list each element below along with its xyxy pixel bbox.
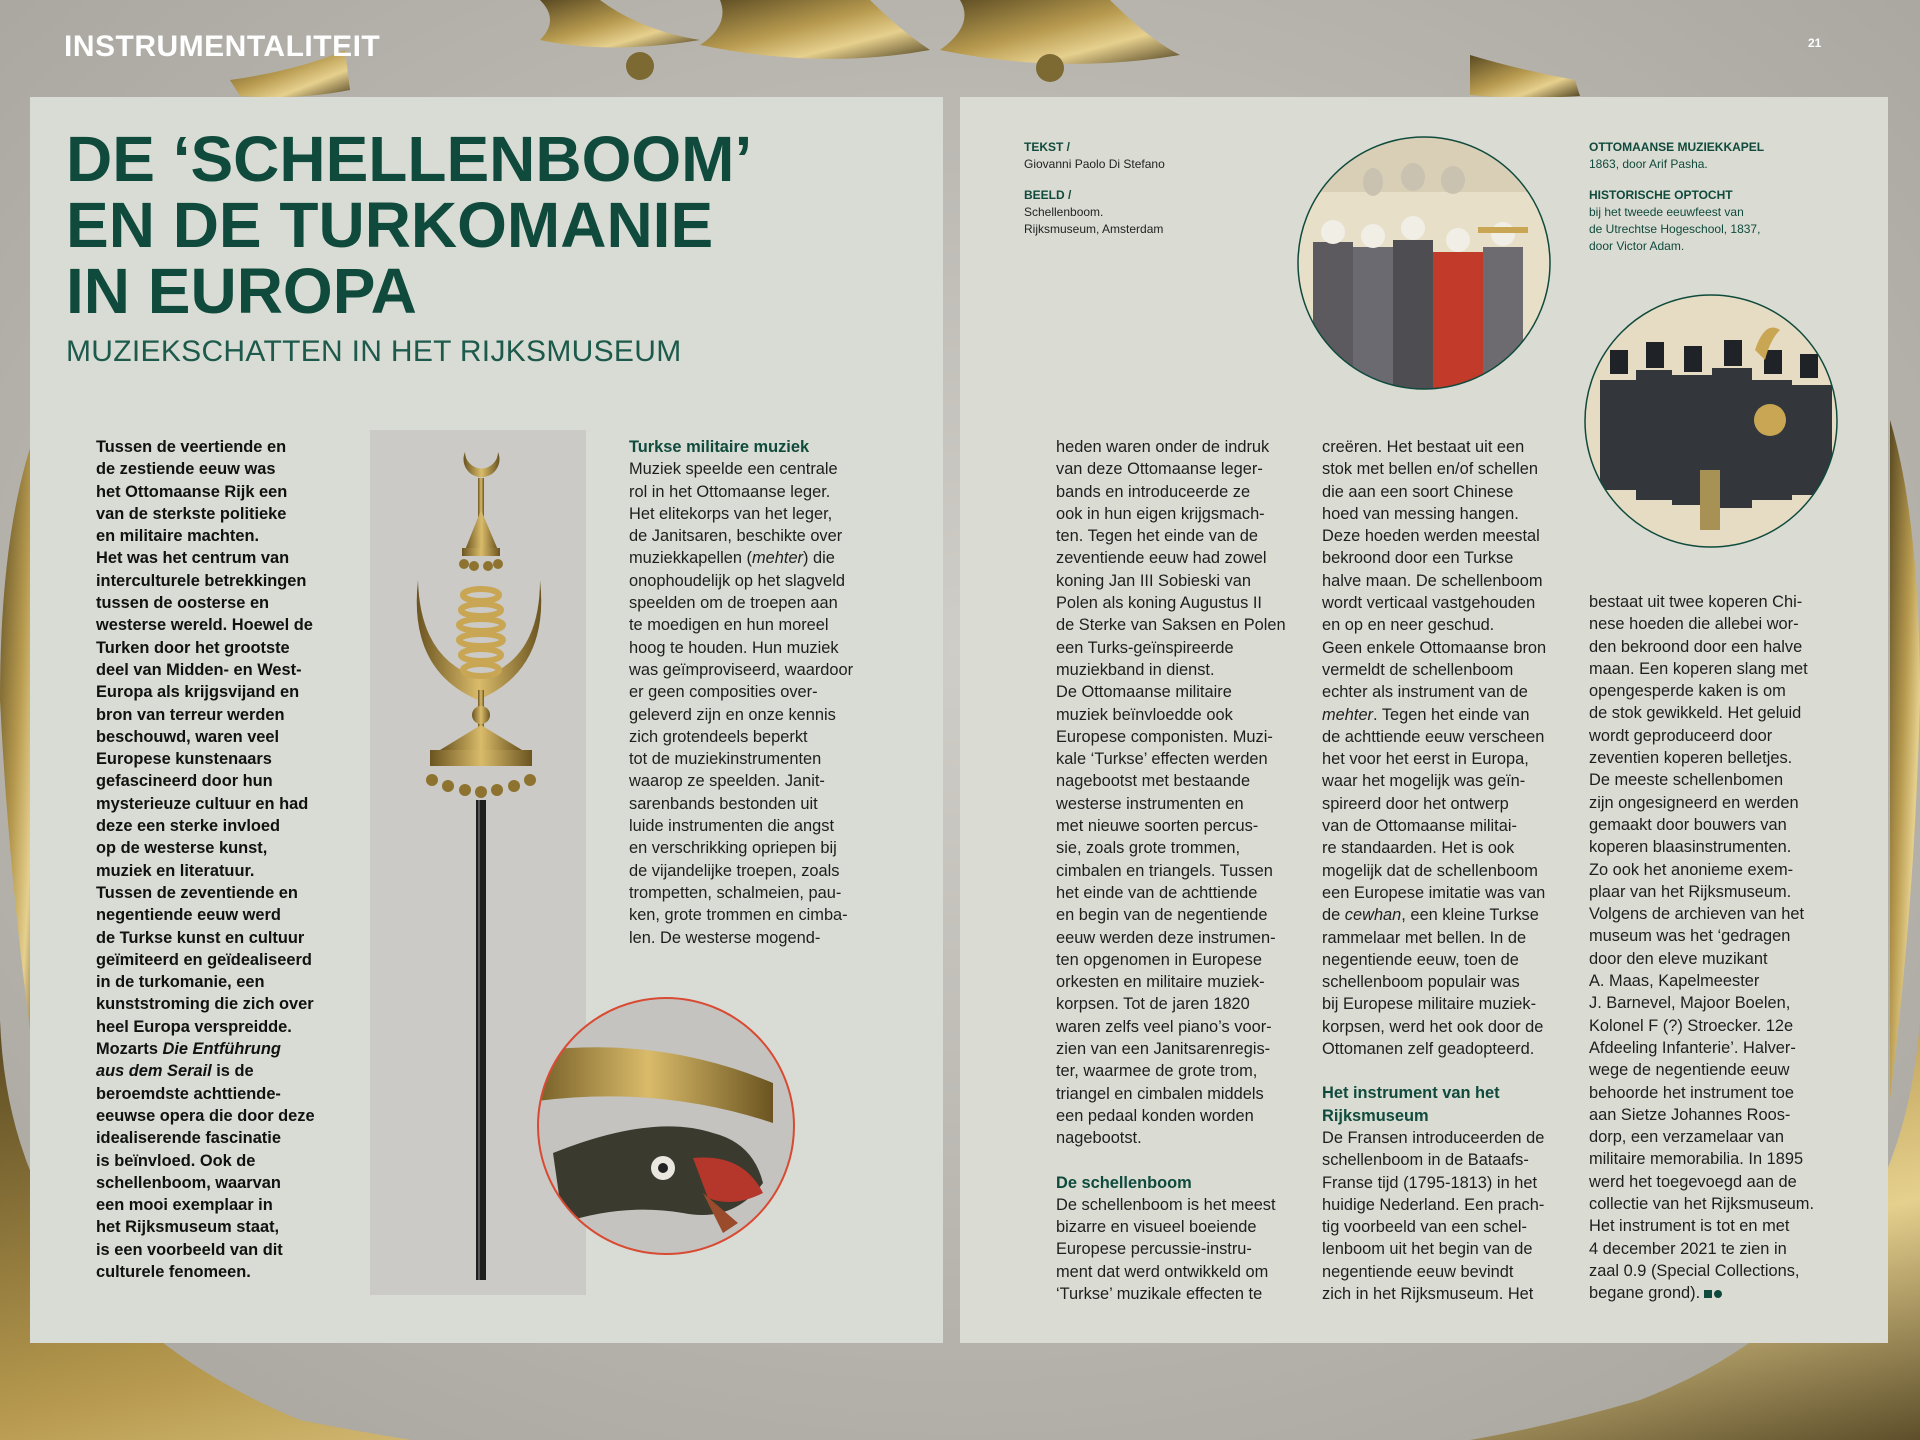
text-line: huidige Nederland. Een prach- xyxy=(1322,1195,1545,1214)
column-5-text xyxy=(1589,591,1839,1305)
text-line: het voor het eerst in Europa, xyxy=(1322,750,1529,769)
photo-captions xyxy=(1589,139,1849,255)
text-line: negentiende eeuw werd xyxy=(96,906,281,925)
text-line: westerse instrumenten en xyxy=(1056,794,1244,813)
text-line: wordt geproduceerd door xyxy=(1589,726,1773,745)
page-number: 21 xyxy=(1808,36,1822,50)
text-line: bron van terreur werden xyxy=(96,705,285,724)
text-line: Europese percussie-instru- xyxy=(1056,1240,1252,1259)
text-line: van de sterkste politieke xyxy=(96,504,287,523)
text-line: geïmiteerd en geïdealiseerd xyxy=(96,950,312,969)
text-line: den bekroond door een halve xyxy=(1589,637,1803,656)
text-line: tig voorbeeld van een schel- xyxy=(1322,1218,1528,1237)
text-line: bestaat uit twee koperen Chi- xyxy=(1589,593,1803,611)
text-line: Het instrument is tot en met xyxy=(1589,1217,1790,1236)
text-line: Tussen de zeventiende en xyxy=(96,883,298,902)
text-line: de Janitsaren, beschikte over xyxy=(629,527,843,546)
text-line: heel Europa verspreidde. xyxy=(96,1017,292,1036)
text-line: De Ottomaanse militaire xyxy=(1056,683,1232,702)
text-line: wordt verticaal vastgehouden xyxy=(1322,594,1536,613)
text-line: begane grond). xyxy=(1589,1282,1839,1304)
text-line: op de westerse kunst, xyxy=(96,839,268,858)
text-line: deze een sterke invloed xyxy=(96,817,281,836)
column-3-text-b xyxy=(1056,1194,1306,1305)
text-line: koperen blaasinstrumenten. xyxy=(1589,838,1792,857)
text-line: de stok gewikkeld. Het geluid xyxy=(1589,704,1802,723)
caption-text: de Utrechtse Hogeschool, 1837, xyxy=(1589,222,1761,236)
text-line: ook in hun eigen krijgsmach- xyxy=(1056,504,1265,523)
text-line: Polen als koning Augustus II xyxy=(1056,594,1262,613)
text-line: negentiende eeuw, toen de xyxy=(1322,950,1519,969)
snake-head-detail-photo xyxy=(533,993,799,1259)
text-line: door den eleve muzikant xyxy=(1589,949,1768,968)
text-line: Volgens de archieven van het xyxy=(1589,905,1805,924)
text-line: muziekband in dienst. xyxy=(1056,660,1215,679)
title-line: EN DE TURKOMANIE xyxy=(66,189,714,261)
intro-column xyxy=(96,436,336,1283)
text-line: mehter. Tegen het einde van xyxy=(1322,705,1530,724)
text-line: rol in het Ottomaanse leger. xyxy=(629,482,831,501)
text-line: de achttiende eeuw verscheen xyxy=(1322,727,1545,746)
article-title xyxy=(66,123,846,327)
text-line: zijn ongesigneerd en werden xyxy=(1589,793,1799,812)
text-line: J. Barnevel, Majoor Boelen, xyxy=(1589,994,1791,1013)
text-line: plaar van het Rijksmuseum. xyxy=(1589,882,1792,901)
text-line: is een voorbeeld van dit xyxy=(96,1240,283,1259)
text-line: hoed van messing hangen. xyxy=(1322,504,1519,523)
text-line: Afdeeling Infanterie’. Halver- xyxy=(1589,1038,1796,1057)
text-line: waren zelfs veel piano’s voor- xyxy=(1056,1017,1272,1036)
text-line: een Turks-geïnspireerde xyxy=(1056,638,1234,657)
text-line: De schellenboom is het meest xyxy=(1056,1195,1276,1214)
text-line: muziekkapellen (mehter) die xyxy=(629,549,835,568)
credit-image-line: Rijksmuseum, Amsterdam xyxy=(1024,222,1164,236)
text-line: aan Sietze Johannes Roos- xyxy=(1589,1105,1791,1124)
text-line: zeventiende eeuw had zowel xyxy=(1056,549,1267,568)
text-line: tot de muziekinstrumenten xyxy=(629,750,822,769)
text-line: sarenbands bestonden uit xyxy=(629,794,818,813)
text-line: mysterieuze cultuur en had xyxy=(96,794,309,813)
column-2-text xyxy=(629,458,879,949)
text-line: de Sterke van Saksen en Polen xyxy=(1056,616,1286,635)
text-line: museum was het ‘gedragen xyxy=(1589,927,1791,946)
text-line: eeuw werden deze instrumen- xyxy=(1056,928,1276,947)
text-line: een Europese imitatie was van xyxy=(1322,883,1546,902)
text-line: bizarre en visueel boeiende xyxy=(1056,1218,1257,1237)
text-line: heden waren onder de indruk xyxy=(1056,438,1270,456)
text-line: De meeste schellenbomen xyxy=(1589,771,1784,790)
text-line: bekroond door een Turkse xyxy=(1322,549,1514,568)
text-line: echter als instrument van de xyxy=(1322,683,1528,702)
text-line: deel van Midden- en West- xyxy=(96,660,302,679)
text-line: maan. Een koperen slang met xyxy=(1589,659,1808,678)
text-line: onophoudelijk op het slagveld xyxy=(629,571,845,590)
credits xyxy=(1024,139,1224,238)
historical-procession-photo xyxy=(1580,290,1842,552)
column-3-text-a xyxy=(1056,436,1306,1150)
text-line: en verschrikking opriepen bij xyxy=(629,839,837,858)
text-line: kale ‘Turkse’ effecten werden xyxy=(1056,750,1268,769)
text-line: een pedaal konden worden xyxy=(1056,1106,1254,1125)
text-line: interculturele betrekkingen xyxy=(96,571,307,590)
column-3 xyxy=(1056,436,1306,1305)
text-line: Europese componisten. Muzi- xyxy=(1056,727,1273,746)
text-line: Europa als krijgsvijand en xyxy=(96,683,300,702)
title-line: DE ‘SCHELLENBOOM’ xyxy=(66,123,753,195)
text-line: Deze hoeden werden meestal xyxy=(1322,527,1540,546)
text-line: ken, grote trommen en cimba- xyxy=(629,906,848,925)
text-line: spireerd door het ontwerp xyxy=(1322,794,1509,813)
text-line: te moedigen en hun moreel xyxy=(629,616,829,635)
text-line: tussen de oosterse en xyxy=(96,594,270,613)
column-4 xyxy=(1322,436,1572,1305)
text-line: ment dat werd ontwikkeld om xyxy=(1056,1262,1269,1281)
text-line: Europese kunstenaars xyxy=(96,750,272,769)
text-line: Ottomanen zelf geadopteerd. xyxy=(1322,1040,1535,1059)
section-heading-het-instrument xyxy=(1322,1082,1572,1127)
text-line: ‘Turkse’ muzikale effecten te xyxy=(1056,1284,1263,1303)
text-line: Tussen de veertiende en xyxy=(96,438,287,456)
text-line: De Fransen introduceerden de xyxy=(1322,1128,1545,1147)
text-line: hoog te houden. Hun muziek xyxy=(629,638,839,657)
section-label: INSTRUMENTALITEIT xyxy=(64,30,381,63)
text-line: cimbalen en triangels. Tussen xyxy=(1056,861,1273,880)
text-line: gefascineerd door hun xyxy=(96,772,273,791)
text-line: zich in het Rijksmuseum. Het xyxy=(1322,1284,1534,1303)
text-line: zeventien koperen belletjes. xyxy=(1589,749,1793,768)
text-line: het Ottomaanse Rijk een xyxy=(96,482,288,501)
text-line: ter, waarmee de grote trom, xyxy=(1056,1062,1258,1081)
caption-text: door Victor Adam. xyxy=(1589,239,1685,253)
text-line: was geïmproviseerd, waardoor xyxy=(629,660,854,679)
text-line: korpsen, werd het ook door de xyxy=(1322,1017,1544,1036)
text-line: re standaarden. Het is ook xyxy=(1322,839,1515,858)
text-line: wege de negentiende eeuw xyxy=(1589,1061,1790,1080)
text-line: Kolonel F (?) Stroecker. 12e xyxy=(1589,1016,1794,1035)
text-line: militaire memorabilia. In 1895 xyxy=(1589,1150,1804,1169)
text-line: Het elitekorps van het leger, xyxy=(629,504,833,523)
credit-image-heading: BEELD / xyxy=(1024,188,1072,202)
text-line: 4 december 2021 te zien in xyxy=(1589,1239,1787,1258)
text-line: luide instrumenten die angst xyxy=(629,817,835,836)
text-line: orkesten en militaire muziek- xyxy=(1056,973,1265,992)
text-line: stok met bellen en/of schellen xyxy=(1322,460,1538,479)
text-line: zien van een Janitsarenregis- xyxy=(1056,1040,1271,1059)
text-line: er geen composities over- xyxy=(629,683,818,702)
caption-text: bij het tweede eeuwfeest van xyxy=(1589,205,1744,219)
ottoman-band-photo xyxy=(1293,132,1555,394)
section-heading-de-schellenboom: De schellenboom xyxy=(1056,1173,1192,1192)
text-line: gemaakt door bouwers van xyxy=(1589,815,1787,834)
column-4-text-b xyxy=(1322,1127,1572,1305)
text-line: de vijandelijke troepen, zoals xyxy=(629,861,840,880)
text-line: Zo ook het anonieme exem- xyxy=(1589,860,1794,879)
text-line: lenboom uit het begin van de xyxy=(1322,1240,1533,1259)
column-5 xyxy=(1589,591,1839,1305)
text-line: Geen enkele Ottomaanse bron xyxy=(1322,638,1547,657)
text-line: in de turkomanie, een xyxy=(96,973,265,992)
text-line: die aan een soort Chinese xyxy=(1322,482,1514,501)
text-line: werd het toegevoegd aan de xyxy=(1589,1172,1797,1191)
text-line: waar het mogelijk was geïn- xyxy=(1322,772,1526,791)
text-line: van deze Ottomaanse leger- xyxy=(1056,460,1263,479)
text-line: en begin van de negentiende xyxy=(1056,906,1268,925)
text-line: geleverd zijn en onze kennis xyxy=(629,705,836,724)
text-line: collectie van het Rijksmuseum. xyxy=(1589,1195,1815,1214)
text-line: muziek en literatuur. xyxy=(96,861,255,880)
text-line: vermeldt de schellenboom xyxy=(1322,660,1514,679)
heading-line: Rijksmuseum xyxy=(1322,1106,1429,1125)
text-line: Muziek speelde een centrale xyxy=(629,460,838,479)
end-mark-icon xyxy=(1704,1289,1724,1299)
credit-image-line: Schellenboom. xyxy=(1024,205,1104,219)
text-line: eeuwse opera die door deze xyxy=(96,1106,315,1125)
text-line: dorp, een verzamelaar van xyxy=(1589,1128,1784,1147)
text-line: schellenboom, waarvan xyxy=(96,1173,281,1192)
heading-line: Het instrument van het xyxy=(1322,1084,1500,1103)
text-line: nese hoeden die allebei wor- xyxy=(1589,615,1799,634)
text-line: halve maan. De schellenboom xyxy=(1322,571,1543,590)
text-line: ten opgenomen in Europese xyxy=(1056,950,1262,969)
column-2 xyxy=(629,436,879,949)
text-line: koning Jan III Sobieski van xyxy=(1056,571,1251,590)
text-line: creëren. Het bestaat uit een xyxy=(1322,438,1525,456)
intro-text xyxy=(96,436,336,1283)
text-line: het einde van de achttiende xyxy=(1056,883,1258,902)
text-line: nagebootst met bestaande xyxy=(1056,772,1251,791)
text-line: triangel en cimbalen middels xyxy=(1056,1084,1264,1103)
text-line: westerse wereld. Hoewel de xyxy=(96,616,313,635)
text-line: is beïnvloed. Ook de xyxy=(96,1151,256,1170)
text-line: sie, zoals grote trommen, xyxy=(1056,839,1241,858)
text-line: mogelijk dat de schellenboom xyxy=(1322,861,1538,880)
title-line: IN EUROPA xyxy=(66,255,417,327)
text-line: aus dem Serail is de xyxy=(96,1062,254,1081)
text-line: korpsen. Tot de jaren 1820 xyxy=(1056,995,1250,1014)
text-line: Franse tijd (1795-1813) in het xyxy=(1322,1173,1538,1192)
text-line: idealiserende fascinatie xyxy=(96,1129,281,1148)
text-line: kunststroming die zich over xyxy=(96,995,314,1014)
text-line: muziek beïnvloedde ook xyxy=(1056,705,1233,724)
text-line: waarop ze speelden. Janit- xyxy=(629,772,825,791)
text-line: en op en neer geschud. xyxy=(1322,616,1495,635)
text-line: Mozarts Die Entführung xyxy=(96,1040,281,1059)
text-line: de zestiende eeuw was xyxy=(96,460,276,479)
credit-author: Giovanni Paolo Di Stefano xyxy=(1024,157,1165,171)
text-line: een mooi exemplaar in xyxy=(96,1196,273,1215)
text-line: speelden om de troepen aan xyxy=(629,594,838,613)
text-line: Het was het centrum van xyxy=(96,549,290,568)
caption-heading: HISTORISCHE OPTOCHT xyxy=(1589,188,1733,202)
text-line: opengesperde kaken is om xyxy=(1589,682,1786,701)
text-line: bands en introduceerde ze xyxy=(1056,482,1251,501)
caption-heading: OTTOMAANSE MUZIEKKAPEL xyxy=(1589,140,1765,154)
text-line: nagebootst. xyxy=(1056,1129,1142,1148)
text-line: met nieuwe soorten percus- xyxy=(1056,817,1259,836)
section-heading-turkse-militaire-muziek: Turkse militaire muziek xyxy=(629,438,810,456)
text-line: schellenboom populair was xyxy=(1322,973,1520,992)
text-line: de Turkse kunst en cultuur xyxy=(96,928,305,947)
text-line: van de Ottomaanse militai- xyxy=(1322,817,1517,836)
text-line: len. De westerse mogend- xyxy=(629,928,821,947)
text-line: ten. Tegen het einde van de xyxy=(1056,527,1259,546)
text-line: en militaire machten. xyxy=(96,527,260,546)
text-line: rammelaar met bellen. In de xyxy=(1322,928,1527,947)
caption-text: 1863, door Arif Pasha. xyxy=(1589,157,1708,171)
article-subtitle: MUZIEKSCHATTEN IN HET RIJKSMUSEUM xyxy=(66,335,682,368)
text-line: behoorde het instrument toe xyxy=(1589,1083,1795,1102)
text-line: culturele fenomeen. xyxy=(96,1262,251,1281)
text-line: beschouwd, waren veel xyxy=(96,727,280,746)
text-line: het Rijksmuseum staat, xyxy=(96,1218,280,1237)
text-line: trompetten, schalmeien, pau- xyxy=(629,883,842,902)
column-4-text-a xyxy=(1322,436,1572,1060)
text-line: A. Maas, Kapelmeester xyxy=(1589,972,1760,991)
text-line: Turken door het grootste xyxy=(96,638,290,657)
credit-text-heading: TEKST / xyxy=(1024,140,1071,154)
text-line: zaal 0.9 (Special Collections, xyxy=(1589,1261,1800,1280)
text-line: de cewhan, een kleine Turkse xyxy=(1322,906,1539,925)
text-line: schellenboom in de Bataafs- xyxy=(1322,1151,1529,1170)
text-line: bij Europese militaire muziek- xyxy=(1322,995,1537,1014)
text-line: beroemdste achttiende- xyxy=(96,1084,281,1103)
text-line: negentiende eeuw bevindt xyxy=(1322,1262,1514,1281)
text-line: zich grotendeels beperkt xyxy=(629,727,808,746)
